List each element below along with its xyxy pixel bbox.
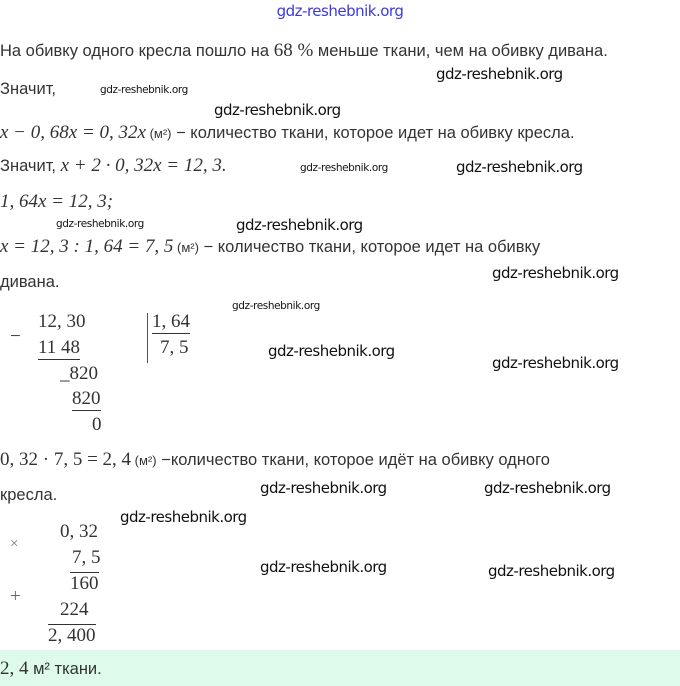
watermark: gdz-reshebnik.org	[120, 508, 247, 526]
text: − количество ткани, которое идет на обивку кресла.	[171, 124, 575, 142]
text: меньше ткани, чем на обивку дивана.	[313, 42, 608, 60]
watermark: gdz-reshebnik.org	[492, 264, 619, 282]
product: 2, 400	[48, 625, 96, 646]
watermark: gdz-reshebnik.org	[436, 65, 563, 83]
percent-value: 68 %	[273, 40, 314, 61]
text-line: кресла.	[0, 486, 58, 504]
quotient: 7, 5	[160, 337, 189, 358]
watermark: gdz-reshebnik.org	[484, 479, 611, 497]
times-sign: ×	[10, 536, 19, 552]
watermark: gdz-reshebnik.org	[456, 158, 583, 176]
problem-statement	[0, 40, 608, 62]
text-line: Значит,	[0, 80, 57, 98]
equation-line	[0, 155, 227, 177]
equation-line	[0, 449, 550, 471]
equation-line	[0, 236, 540, 258]
watermark: gdz-reshebnik.org	[488, 562, 615, 580]
math: x = 12, 3 : 1, 64 = 7, 5	[0, 236, 174, 257]
remainder: _820	[60, 363, 98, 384]
watermark: gdz-reshebnik.org	[56, 218, 144, 230]
watermark: gdz-reshebnik.org	[260, 558, 387, 576]
divisor: 1, 64	[152, 311, 190, 332]
watermark: gdz-reshebnik.org	[100, 84, 188, 96]
text: На обивку одного кресла пошло на	[0, 42, 274, 60]
math: 2, 4	[0, 658, 29, 679]
answer-text	[0, 658, 102, 680]
watermark: gdz-reshebnik.org	[260, 479, 387, 497]
math: x − 0, 68x = 0, 32x	[0, 122, 146, 143]
watermark-top: gdz-reshebnik.org	[276, 2, 404, 20]
plus-sign: +	[10, 586, 21, 607]
watermark: gdz-reshebnik.org	[492, 354, 619, 372]
equation-line	[0, 122, 575, 144]
watermark: gdz-reshebnik.org	[300, 162, 388, 174]
unit: (м²)	[173, 240, 199, 255]
text: −количество ткани, которое идёт на обивку одного	[156, 451, 550, 469]
unit: (м²)	[145, 126, 172, 141]
answer-box	[0, 650, 680, 686]
watermark: gdz-reshebnik.org	[268, 342, 395, 360]
subtrahend: 820	[72, 388, 101, 409]
partial-product: 160	[70, 573, 99, 594]
watermark: gdz-reshebnik.org	[214, 101, 341, 119]
partial-product: 224	[60, 599, 89, 620]
subtrahend: 11 48	[38, 337, 81, 358]
watermark: gdz-reshebnik.org	[232, 300, 320, 312]
math: x + 2 · 0, 32x = 12, 3.	[60, 155, 227, 176]
equation-line: 1, 64x = 12, 3;	[0, 191, 114, 212]
text: м² ткани.	[28, 660, 102, 678]
unit: (м²)	[131, 453, 157, 468]
factor: 0, 32	[60, 521, 98, 542]
remainder: 0	[92, 414, 102, 435]
minus-sign: −	[10, 326, 21, 347]
text-line: дивана.	[0, 273, 60, 291]
dividend: 12, 30	[38, 311, 86, 332]
text: − количество ткани, которое идет на обивку	[198, 238, 541, 256]
math: 0, 32 · 7, 5 = 2, 4	[0, 449, 132, 470]
division-bar	[147, 313, 148, 363]
factor: 7, 5	[72, 547, 101, 568]
watermark: gdz-reshebnik.org	[236, 216, 363, 234]
text: Значит,	[0, 157, 61, 175]
